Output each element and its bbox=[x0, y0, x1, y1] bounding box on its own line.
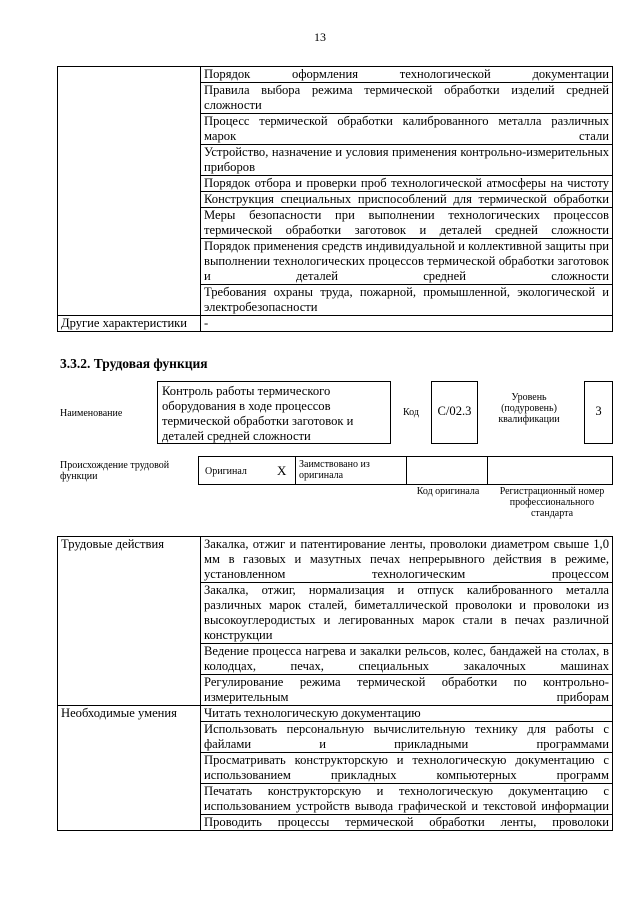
borrowed-cell bbox=[295, 456, 407, 485]
item-text: Закалка, отжиг и патентирование ленты, проволоки диаметром свыше 1,0 мм в газовых и мазутных печах непрерывного действия в режиме, установленном технологическим процессом bbox=[201, 537, 613, 583]
row-text: Правила выбора режима термической обработки изделий средней сложности bbox=[201, 83, 613, 114]
table-row bbox=[58, 316, 613, 332]
row-text: Порядок оформления технологической документации bbox=[201, 67, 613, 83]
row-label bbox=[58, 145, 201, 176]
level-value: 3 bbox=[595, 404, 602, 418]
registration-number-cell bbox=[487, 456, 613, 485]
row-label: Другие характеристики bbox=[58, 316, 201, 332]
table-row bbox=[58, 285, 613, 316]
code-box bbox=[431, 381, 478, 444]
row-text: - bbox=[201, 316, 613, 332]
table-row bbox=[58, 239, 613, 285]
row-text: Процесс термической обработки калиброванного металла различных марок стали bbox=[201, 114, 613, 145]
row-label bbox=[58, 208, 201, 239]
knowledge-table bbox=[57, 66, 613, 332]
item-text: Закалка, отжиг, нормализация и отпуск калиброванного металла различных марок сталей, биметаллической проволоки и проволоки из высокоуглеродистых и легированных марок стали в печах различной конструкции bbox=[201, 583, 613, 644]
original-cell bbox=[198, 456, 295, 485]
row-text: Меры безопасности при выполнении технологических процессов термической обработки заготовок и деталей средней сложности bbox=[201, 208, 613, 239]
item-text: Использовать персональную вычислительную технику для работы с файлами и прикладными программами bbox=[201, 722, 613, 753]
code-value: C/02.3 bbox=[437, 404, 472, 418]
item-text: Просматривать конструкторскую и технологическую документацию с использованием прикладных компьютерных программ bbox=[201, 753, 613, 784]
row-label bbox=[58, 67, 201, 83]
group-label: Необходимые умения bbox=[58, 706, 201, 831]
original-code-caption: Код оригинала bbox=[416, 486, 480, 497]
original-label: Оригинал bbox=[205, 466, 247, 477]
row-label bbox=[58, 114, 201, 145]
table-row bbox=[58, 83, 613, 114]
item-text: Проводить процессы термической обработки ленты, проволоки bbox=[201, 815, 613, 831]
origin-label: Происхождение трудовой функции bbox=[60, 460, 170, 482]
table-row bbox=[58, 145, 613, 176]
registration-number-caption: Регистрационный номер профессионального стандарта bbox=[499, 486, 605, 519]
row-text: Устройство, назначение и условия применения контрольно-измерительных приборов bbox=[201, 145, 613, 176]
page-number: 13 bbox=[314, 30, 326, 44]
table-row bbox=[58, 114, 613, 145]
level-box bbox=[584, 381, 613, 444]
row-label bbox=[58, 176, 201, 192]
row-label bbox=[58, 239, 201, 285]
level-label: Уровень (подуровень) квалификации bbox=[498, 392, 560, 425]
table-row bbox=[58, 208, 613, 239]
row-text: Требования охраны труда, пожарной, промышленной, экологической и электробезопасности bbox=[201, 285, 613, 316]
borrowed-label: Заимствовано из оригинала bbox=[299, 459, 370, 481]
item-text: Ведение процесса нагрева и закалки рельсов, колес, бандажей на столах, в колодцах, печах, специальных закалочных машинах bbox=[201, 644, 613, 675]
function-name-box bbox=[157, 381, 391, 444]
item-text: Печатать конструкторскую и технологическую документацию с использованием устройств вывода графической и текстовой информации bbox=[201, 784, 613, 815]
actions-table bbox=[57, 536, 613, 831]
table-row bbox=[58, 537, 613, 583]
row-text: Конструкция специальных приспособлений для термической обработки bbox=[201, 192, 613, 208]
row-label bbox=[58, 83, 201, 114]
item-text: Читать технологическую документацию bbox=[201, 706, 613, 722]
row-text: Порядок применения средств индивидуальной и коллективной защиты при выполнении технологических процессов термической обработки заготовок и деталей средней сложности bbox=[201, 239, 613, 285]
original-code-cell bbox=[406, 456, 488, 485]
table-row bbox=[58, 176, 613, 192]
code-label: Код bbox=[403, 407, 419, 418]
table-row bbox=[58, 706, 613, 722]
function-name-value: Контроль работы термического оборудования в ходе процессов термической обработки заготовок и деталей средней сложности bbox=[162, 384, 354, 443]
table-row bbox=[58, 67, 613, 83]
row-label bbox=[58, 192, 201, 208]
section-title: 3.3.2. Трудовая функция bbox=[60, 356, 208, 371]
name-label: Наименование bbox=[60, 408, 123, 419]
row-text: Порядок отбора и проверки проб технологической атмосферы на чистоту bbox=[201, 176, 613, 192]
original-mark: X bbox=[277, 463, 287, 478]
table-row bbox=[58, 192, 613, 208]
row-label bbox=[58, 285, 201, 316]
item-text: Регулирование режима термической обработки по контрольно-измерительным приборам bbox=[201, 675, 613, 706]
group-label: Трудовые действия bbox=[58, 537, 201, 706]
